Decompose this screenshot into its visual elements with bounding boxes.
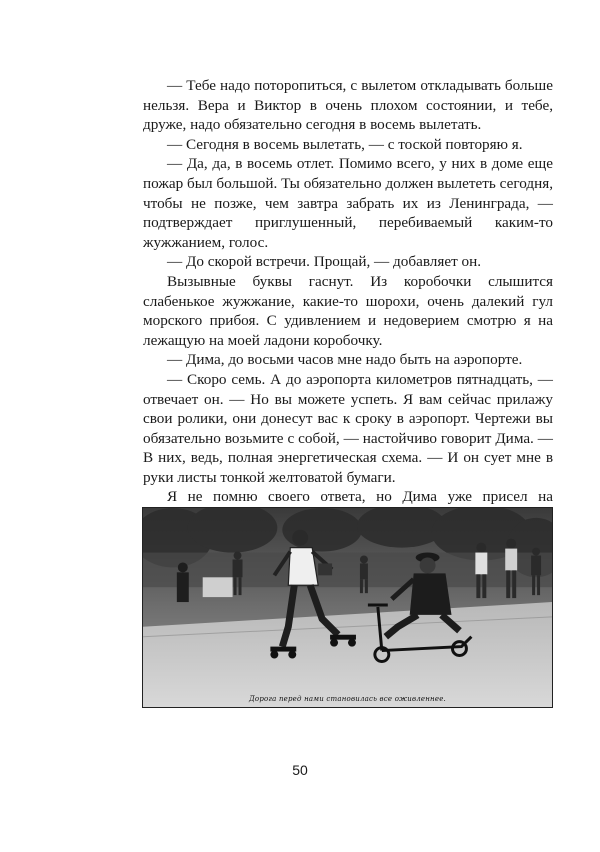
paragraph-1: — Тебе надо поторопиться, с вылетом откладывать больше нельзя. Вера и Виктор в очень плохом состоянии, и тебе, друже, надо обязательно сегодня в восемь вылетать. xyxy=(143,77,553,134)
paragraph-8: Я не помню своего ответа, но Дима уже присел на xyxy=(167,488,553,506)
body-text xyxy=(143,76,553,527)
skaters-illustration xyxy=(143,508,552,707)
paragraph-3: — Да, да, в восемь отлет. Помимо всего, у них в доме еще пожар был большой. Ты обязательно должен вылететь сегодня, чтобы не позже, чем завтра забрать их из Ленинграда, — подтверждает приглушенный, перебиваемый каким-то жужжанием, голос. xyxy=(143,155,553,251)
page-number: 50 xyxy=(292,762,308,778)
paragraph-4: — До скорой встречи. Прощай, — добавляет он. xyxy=(167,253,482,271)
paragraph-7: — Скоро семь. А до аэропорта километров пятнадцать, — отвечает он. — Но вы можете успеть. Я вам сейчас прилажу свои ролики, они донесут вас к сроку в аэропорт. Чертежи вы обязательно возьмите с собой, — настойчиво говорит Дима. — В них, ведь, полная энергетическая схема. — И он сует мне в руки листы тонкой желтоватой бумаги. xyxy=(143,370,553,486)
illustration xyxy=(142,507,553,708)
paragraph-2: — Сегодня в восемь вылетать, — с тоской повторяю я. xyxy=(167,135,523,153)
paragraph-6: — Дима, до восьми часов мне надо быть на аэропорте. xyxy=(167,351,523,369)
paragraph-5: Вызывные буквы гаснут. Из коробочки слышится слабенькое жужжание, какие-то шорохи, очень далекий гул морского прибоя. С удивлением и недоверием смотрю я на лежащую на моей ладони коробочку. xyxy=(143,272,553,349)
illustration-caption: Дорога перед нами становилась все оживленнее. xyxy=(249,695,446,703)
